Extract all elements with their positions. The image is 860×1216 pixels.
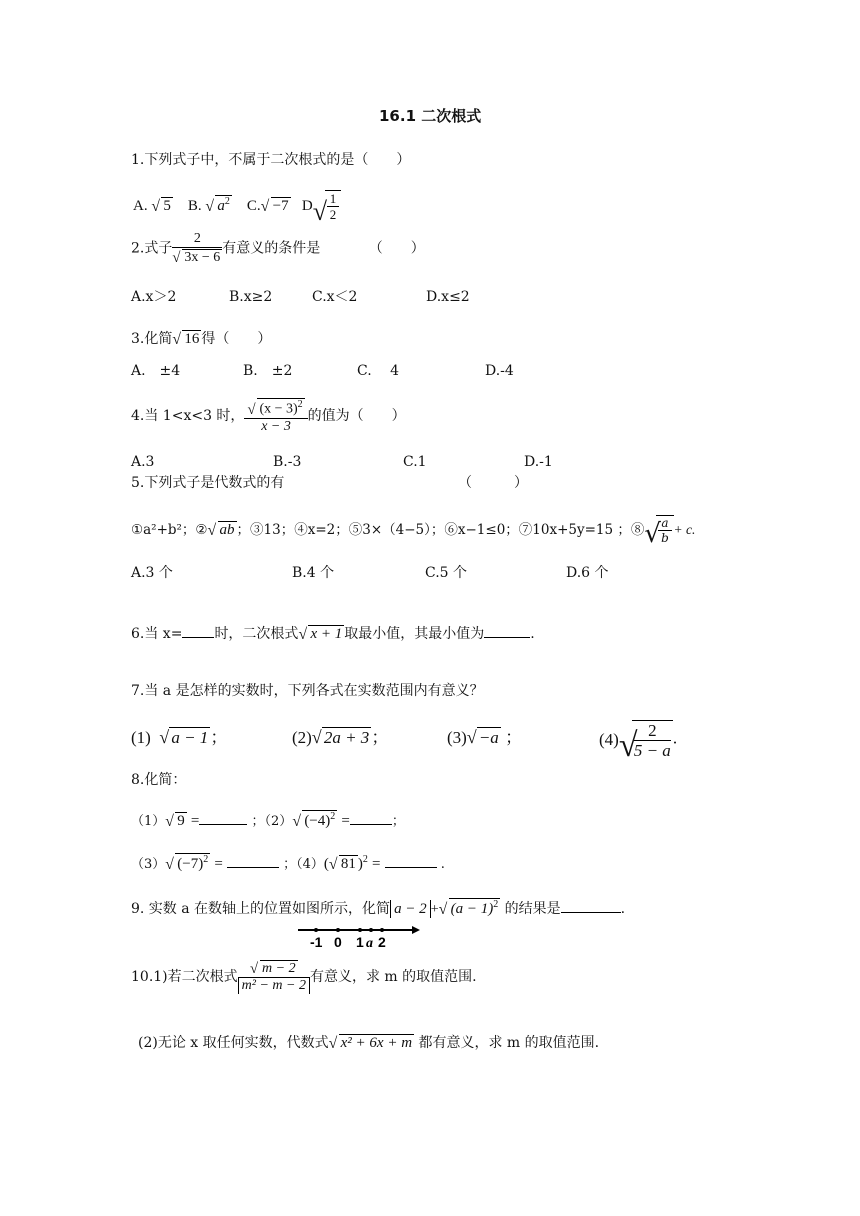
q10-part2-suffix: 都有意义，求 m 的取值范围. [418,1035,600,1051]
q8-row1 [131,810,405,829]
q2-fraction: 2 √ 3x − 6 [172,231,221,267]
q2-option-d: D.x≤2 [426,289,470,305]
q5-sqrt-ab: √ ab [207,522,235,540]
q5-paren: （ ） [458,475,528,491]
q5-sqrt-frac: √ $\frac{a}{b}$ [644,515,673,544]
q8-part1-eq: = [190,813,200,829]
q8-part4-blank[interactable] [385,867,437,868]
q2-option-c: C.x＜2 [312,289,358,305]
label-2: 2 [378,934,386,950]
q6-part2: 时，二次根式 [214,626,299,642]
q10-fraction: √ m − 2 m² − m − 2 [238,960,310,994]
q1-option-b-sqrt: √ $a^2$ [205,195,230,216]
q10-part1-suffix: 有意义，求 m 的取值范围. [309,969,477,985]
q3-option-c: C. 4 [357,363,400,379]
q5-items-part1: ①a²+b²；② [131,522,208,538]
label-0: 0 [334,934,342,950]
q2-prefix: 2.式子 [131,240,173,257]
q7-stem: 7.当 a 是怎样的实数时，下列各式在实数范围内有意义？ [131,683,484,699]
q8-stem: 8.化简： [131,772,187,788]
q9-line [131,898,625,917]
q6-sqrt: √ x + 1 [298,626,343,644]
q7-part1 [131,727,227,746]
q6-line [131,625,535,642]
q6-blank-x[interactable] [182,637,214,638]
label-a: a [366,936,373,950]
q4-option-a: A.3 [131,454,155,470]
q8-part3-blank[interactable] [227,867,279,868]
q5-option-a: A.3 个 [131,565,173,581]
q1-stem: 1.下列式子中，不属于二次根式的是（ ） [131,152,411,168]
tick-minus1 [314,928,318,932]
q1-option-b-label: B. [187,197,202,214]
q8-part2-sqrt: √ $(-4)^2$ [292,811,336,831]
q1-option-c-sqrt: √ −7 [260,197,289,216]
q1-option-c-label: C. [246,197,261,214]
q3-suffix: 得（ ） [201,331,272,347]
label-minus1: -1 [310,934,323,950]
q8-part1-sqrt: √ 9 [165,813,185,831]
q7-part4-sqrt: √ $\frac{2}{5 - a}$ [618,721,671,764]
q2-line [131,232,425,265]
q9-blank[interactable] [561,912,621,913]
q7-part4-end: . [672,728,678,748]
q7-part2 [292,727,388,746]
q1-option-a-sqrt: √ 5 [151,197,171,216]
q1-option-a-label: A. [133,197,148,214]
q9-sqrt: √ $(a - 1)^2$ [438,899,499,919]
q7-part1-label: (1) [131,728,151,747]
q3-option-b: B. ±2 [243,363,293,379]
q7-part1-sqrt: √ a − 1 [159,727,209,748]
q7-part1-end: ； [210,728,228,747]
q4-fraction: √ $(x - 3)^2$ x − 3 [244,398,307,434]
q7-part2-label: (2) [292,728,312,747]
tick-1 [358,928,362,932]
q5-option-d: D.6 个 [566,565,609,581]
q3-option-a: A. ±4 [131,363,181,379]
q4-option-d: D.-1 [524,454,553,470]
q6-part4: . [530,626,535,642]
q2-option-b: B.x≥2 [229,289,273,305]
q10-part2-sqrt: √ x² + 6x + m [328,1035,413,1053]
q4-option-b: B.-3 [273,454,302,470]
q10-part2 [138,1034,599,1051]
tick-2 [380,928,384,932]
q10-part1-prefix: 10.1)若二次根式 [131,969,238,985]
q8-row1-end: ； [391,814,405,829]
q2-option-a: A.x＞2 [131,289,177,305]
q7-part3-sqrt: √ −a [466,727,499,748]
q9-prefix: 9. 实数 a 在数轴上的位置如图所示，化简 [131,901,391,917]
q3-prefix: 3.化简 [131,331,173,347]
q8-row2-end: . [440,857,445,872]
q8-row2 [131,853,445,872]
q9-end: . [620,901,626,917]
q1-option-d-sqrt: √ $\frac{1}{2}$ [313,190,342,222]
q8-part4-label: ；（4） [283,857,324,872]
point-a [369,928,373,932]
q2-paren: （ ） [368,240,425,257]
label-1: 1 [356,934,364,950]
q8-part2-eq: = [341,813,350,829]
q9-abs: a − 2 [390,900,431,918]
q5-items-part2: ；③13；④x=2；⑤3×（4−5）；⑥x−1≤0；⑦10x+5y=15 ；⑧ [236,522,645,538]
q7-part2-sqrt: √ 2a + 3 [311,727,370,748]
q8-part4-eq: = [372,856,381,872]
q10-part2-prefix: (2)无论 x 取任何实数，代数式 [138,1035,329,1051]
q10-part1 [131,960,477,994]
page-title: 16.1 二次根式 [379,107,482,125]
q6-part1: 6.当 x= [131,626,183,642]
q6-part3: 取最小值，其最小值为 [344,626,485,642]
number-line-arrow [412,926,420,934]
q7-part3 [447,727,522,746]
q1-option-d-label: D [301,197,313,214]
q3-option-d: D.-4 [485,363,514,379]
q2-suffix: 有意义的条件是 [222,240,321,257]
q9-suffix: 的结果是 [504,901,561,917]
q8-part2-label: ；（2） [251,814,293,829]
q7-part3-label: (3) [447,728,467,747]
q6-blank-min[interactable] [484,637,530,638]
q5-stem: 5.下列式子是代数式的有 [131,475,285,491]
q8-part3-sqrt: √ $(-7)^2$ [165,854,209,874]
q5-items-part4: + c. [673,522,696,537]
q9-number-line [296,920,422,950]
q3-sqrt: √ 16 [172,331,200,349]
q8-part3-label: （3） [131,857,166,872]
q8-part1-blank[interactable] [199,824,247,825]
q3-line [131,330,271,347]
q5-option-b: B.4 个 [292,565,335,581]
q4-prefix: 4.当 1<x<3 时， [131,407,245,424]
tick-0 [336,928,340,932]
q7-part3-end: ； [505,728,523,747]
q5-option-c: C.5 个 [425,565,468,581]
q8-part1-label: （1） [131,814,166,829]
q4-option-c: C.1 [403,454,427,470]
q4-line [131,398,406,434]
q8-part3-eq: = [214,856,223,872]
q7-part2-end: ； [371,728,389,747]
q1-options [133,190,341,226]
q8-part2-blank[interactable] [350,824,392,825]
q8-part4-expr: ( √ 81 )$^2$ [323,854,368,874]
q9-plus: + [430,902,439,917]
q7-part4 [599,720,678,764]
q4-suffix: 的值为（ ） [307,407,406,424]
q5-items [131,515,696,549]
q7-part4-label: (4) [599,730,619,749]
